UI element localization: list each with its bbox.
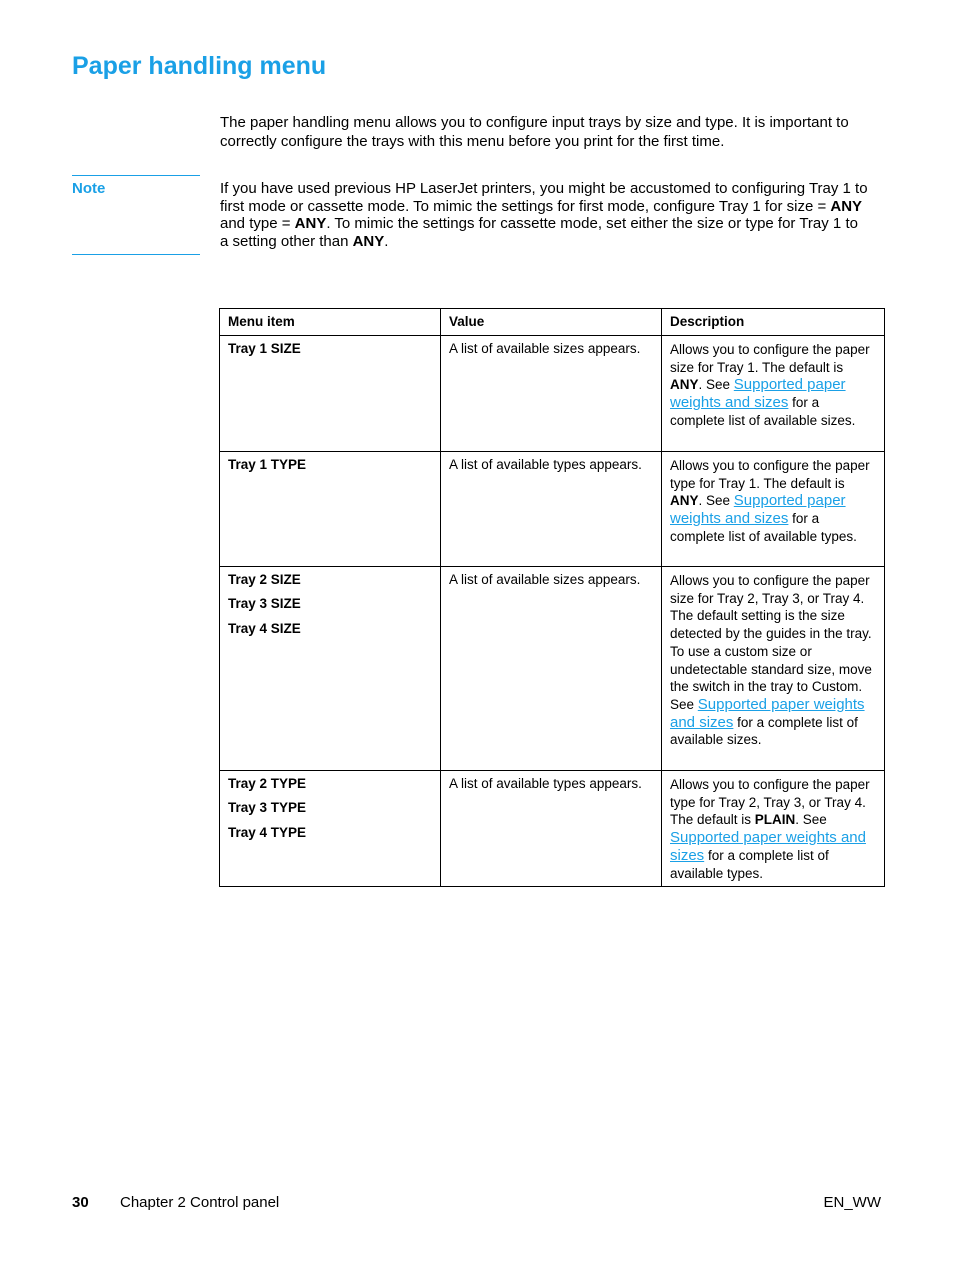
- menu-item: Tray 4 SIZE: [228, 620, 301, 636]
- menu-item: Tray 1 TYPE: [228, 457, 307, 472]
- menu-item-cell: [220, 452, 441, 567]
- value-cell: A list of available sizes appears.: [441, 567, 662, 771]
- table-header-row: [220, 309, 885, 336]
- table-row: [220, 452, 885, 567]
- menu-item: Tray 3 TYPE: [228, 800, 307, 816]
- menu-item-cell: [220, 336, 441, 452]
- description-cell: Allows you to configure the paper type for Tray 2, Tray 3, or Tray 4. The default is PLAIN. See Supported paper weights and sizes for a complete list of available types.: [662, 771, 885, 887]
- header-menu-item: Menu item: [220, 309, 441, 336]
- note-top-rule: [72, 175, 200, 176]
- menu-item: Tray 2 SIZE: [228, 572, 301, 587]
- footer-page-number: 30: [72, 1194, 89, 1211]
- supported-paper-link[interactable]: Supported paper weights and sizes: [670, 695, 865, 731]
- menu-item: Tray 3 SIZE: [228, 596, 301, 612]
- description-cell: Allows you to configure the paper size for Tray 1. The default is ANY. See Supported paper weights and sizes for a complete list of available sizes.: [662, 336, 885, 452]
- note-bottom-rule: [72, 254, 200, 255]
- header-value: Value: [441, 309, 662, 336]
- supported-paper-link[interactable]: Supported paper weights and sizes: [670, 376, 846, 412]
- footer-chapter: Chapter 2 Control panel: [120, 1194, 280, 1211]
- header-description: Description: [662, 309, 885, 336]
- menu-item: Tray 1 SIZE: [228, 341, 301, 356]
- note-text: If you have used previous HP LaserJet printers, you might be accustomed to configuring Tray 1 to first mode or cassette mode. To mimic the settings for first mode, configure Tray 1 for size = ANY and type = ANY. To mimic the settings for cassette mode, set either the size or type for Tray 1 to a setting other than ANY.: [220, 180, 868, 251]
- description-cell: Allows you to configure the paper size for Tray 2, Tray 3, or Tray 4. The default setting is the size detected by the guides in the tray. To use a custom size or undetectable standard size, move the switch in the tray to Custom. See Supported paper weights and sizes for a complete list of available sizes.: [662, 567, 885, 771]
- footer-edition: EN_WW: [823, 1194, 881, 1211]
- note-label: Note: [72, 180, 106, 197]
- table-row: [220, 336, 885, 452]
- value-cell: A list of available sizes appears.: [441, 336, 662, 452]
- intro-paragraph: The paper handling menu allows you to configure input trays by size and type. It is important to correctly configure the trays with this menu before you print for the first time.: [220, 114, 849, 150]
- table-row: [220, 771, 885, 887]
- menu-item-cell: [220, 567, 441, 771]
- paper-handling-table: [219, 308, 885, 887]
- value-cell: A list of available types appears.: [441, 452, 662, 567]
- page-title: Paper handling menu: [72, 52, 327, 80]
- table-row: [220, 567, 885, 771]
- value-cell: A list of available types appears.: [441, 771, 662, 887]
- menu-item: Tray 4 TYPE: [228, 824, 307, 840]
- description-cell: Allows you to configure the paper type for Tray 1. The default is ANY. See Supported paper weights and sizes for a complete list of available types.: [662, 452, 885, 567]
- menu-item-cell: [220, 771, 441, 887]
- supported-paper-link[interactable]: Supported paper weights and sizes: [670, 492, 846, 528]
- supported-paper-link[interactable]: Supported paper weights and sizes: [670, 829, 866, 864]
- menu-item: Tray 2 TYPE: [228, 776, 307, 791]
